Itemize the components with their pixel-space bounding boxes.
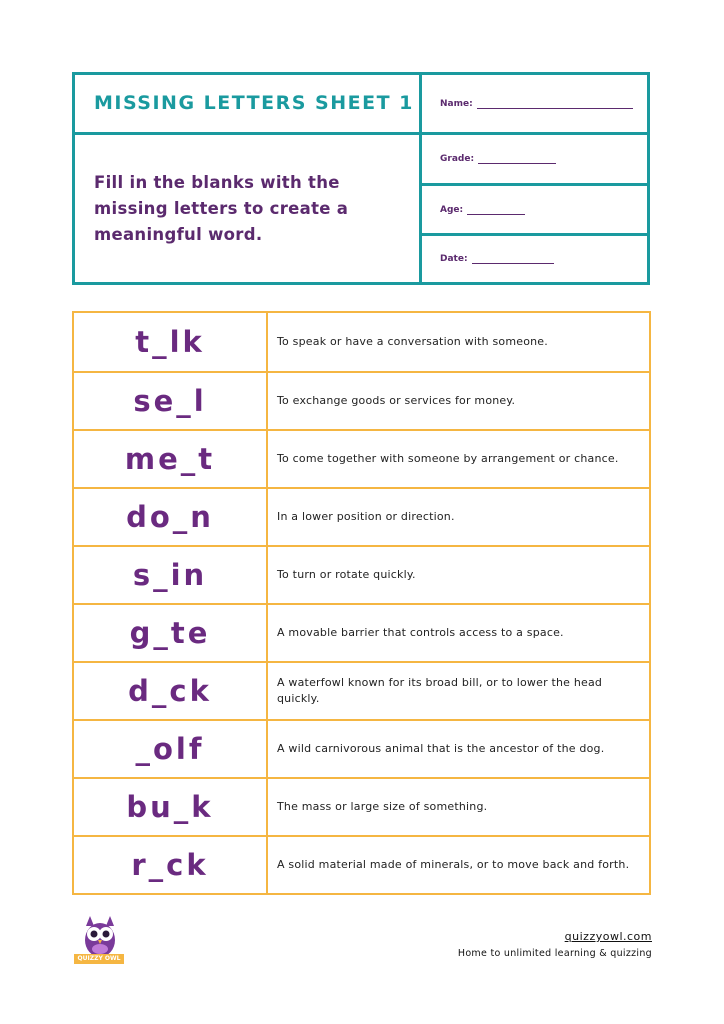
grade-line[interactable] <box>478 154 556 164</box>
date-field[interactable] <box>422 236 647 282</box>
missing-word[interactable]: se_l <box>74 373 268 429</box>
definition: A wild carnivorous animal that is the ancestor of the dog. <box>277 742 605 756</box>
age-label: Age: <box>440 204 464 215</box>
table-row <box>74 487 649 545</box>
site-link[interactable]: quizzyowl.com <box>564 930 652 943</box>
missing-word[interactable]: do_n <box>74 489 268 545</box>
definition: To speak or have a conversation with someone. <box>277 335 548 349</box>
missing-word[interactable]: me_t <box>74 431 268 487</box>
definition: To turn or rotate quickly. <box>277 568 416 582</box>
table-row <box>74 777 649 835</box>
name-field[interactable] <box>422 75 647 135</box>
missing-word[interactable]: g_te <box>74 605 268 661</box>
table-row <box>74 313 649 371</box>
missing-word[interactable]: _olf <box>74 721 268 777</box>
definition: A movable barrier that controls access to a space. <box>277 626 564 640</box>
table-row <box>74 545 649 603</box>
table-row <box>74 371 649 429</box>
table-row <box>74 429 649 487</box>
missing-word[interactable]: d_ck <box>74 663 268 719</box>
definition: To exchange goods or services for money. <box>277 394 516 408</box>
logo-band: QUIZZY OWL <box>74 954 124 964</box>
table-row <box>74 719 649 777</box>
missing-word[interactable]: r_ck <box>74 837 268 893</box>
missing-word[interactable]: bu_k <box>74 779 268 835</box>
table-row <box>74 661 649 719</box>
definition: In a lower position or direction. <box>277 510 455 524</box>
name-label: Name: <box>440 98 473 109</box>
missing-word[interactable]: t_lk <box>74 313 268 371</box>
grade-label: Grade: <box>440 154 475 164</box>
definition: A solid material made of minerals, or to move back and forth. <box>277 858 630 872</box>
age-field[interactable] <box>422 186 647 236</box>
date-label: Date: <box>440 254 468 264</box>
definition: The mass or large size of something. <box>277 800 488 814</box>
definition: A waterfowl known for its broad bill, or to lower the head quickly. <box>277 676 603 706</box>
word-table <box>72 311 651 895</box>
worksheet-header <box>72 72 650 285</box>
date-line[interactable] <box>472 254 554 264</box>
name-line[interactable] <box>477 99 633 109</box>
table-row <box>74 835 649 893</box>
worksheet-title: MISSING LETTERS SHEET 1 <box>75 75 422 135</box>
grade-field[interactable] <box>422 135 647 186</box>
tagline: Home to unlimited learning & quizzing <box>457 948 652 959</box>
instructions: Fill in the blanks with the missing letters to create a meaningful word. <box>75 135 422 282</box>
table-row <box>74 603 649 661</box>
missing-word[interactable]: s_in <box>74 547 268 603</box>
definition: To come together with someone by arrangement or chance. <box>277 452 619 466</box>
age-line[interactable] <box>467 205 525 215</box>
